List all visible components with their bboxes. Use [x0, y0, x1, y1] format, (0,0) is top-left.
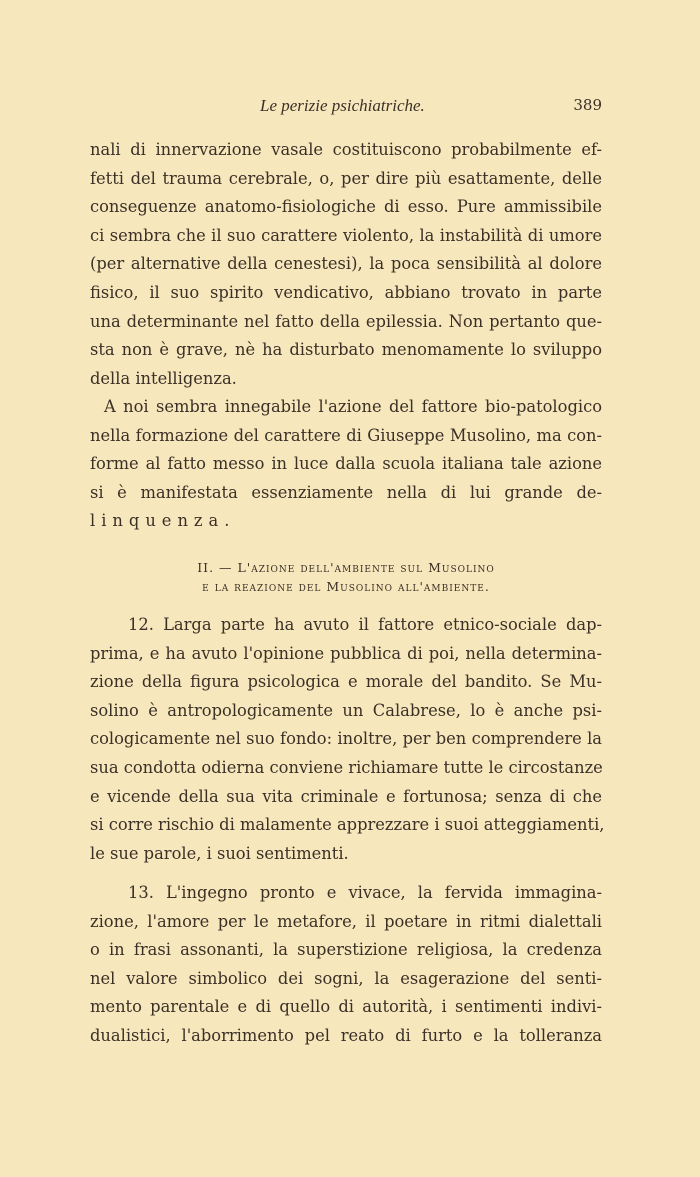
heading-line: e la reazione del Musolino all'ambiente. [202, 579, 490, 594]
text-line: solino è antropologicamente un Calabrese, lo è anche psi- [90, 700, 602, 720]
text-line: una determinante nel fatto della epilessia. Non pertanto que- [90, 311, 602, 331]
text-line: fetti del trauma cerebrale, o, per dire più esattamente, delle [90, 168, 602, 188]
text-line: nella formazione del carattere di Giuseppe Musolino, ma con- [90, 425, 602, 445]
text-line: nel valore simbolico dei sogni, la esagerazione del senti- [90, 968, 602, 988]
text-line: della intelligenza. [90, 368, 237, 388]
text-line: zione della figura psicologica e morale del bandito. Se Mu- [90, 672, 602, 692]
text-line: sua condotta odierna conviene richiamare tutte le circostanze [90, 757, 603, 777]
text-line: cologicamente nel suo fondo: inoltre, per ben comprendere la [90, 729, 602, 749]
paragraph-1 [90, 136, 602, 393]
text-line: nali di innervazione vasale costituiscono probabilmente ef- [90, 140, 602, 159]
text-line: 13. L'ingegno pronto e vivace, la fervida immagina- [128, 883, 602, 902]
text-line: si è manifestata essenziamente nella di lui grande de- [90, 482, 602, 502]
text-line: A noi sembra innegabile l'azione del fattore bio-patologico [104, 397, 602, 416]
text-line: o in frasi assonanti, la superstizione religiosa, la credenza [90, 940, 602, 960]
text-line: si corre rischio di malamente apprezzare i suoi atteggiamenti, [90, 815, 605, 835]
text-line: le sue parole, i suoi sentimenti. [90, 843, 349, 863]
text-line: (per alternative della cenestesi), la poca sensibilità al dolore [90, 254, 602, 274]
text-line: fisico, il suo spirito vendicativo, abbiano trovato in parte [90, 282, 602, 302]
text-line: zione, l'amore per le metafore, il poetare in ritmi dialettali [90, 911, 602, 931]
text-line: ci sembra che il suo carattere violento, la instabilità di umore [90, 225, 602, 245]
text-line: conseguenze anatomo-fisiologiche di esso. Pure ammissibile [90, 197, 602, 217]
text-line: e vicende della sua vita criminale e fortunosa; senza di che [90, 786, 602, 806]
text-line: dualistici, l'aborrimento pel reato di furto e la tolleranza [90, 1025, 602, 1045]
running-title: Le perizie psichiatriche. [260, 96, 425, 115]
running-header [90, 96, 602, 120]
text-line: forme al fatto messo in luce dalla scuola italiana tale azione [90, 454, 602, 474]
text-line: linquenza. [90, 511, 236, 531]
heading-line: II. — L'azione dell'ambiente sul Musolino [197, 560, 495, 575]
page-number: 389 [573, 96, 602, 114]
text-line: sta non è grave, nè ha disturbato menomamente lo sviluppo [90, 340, 602, 360]
paragraph-4 [90, 879, 602, 1051]
text-line: prima, e ha avuto l'opinione pubblica di poi, nella determina- [90, 643, 602, 663]
paragraph-3 [90, 611, 605, 868]
section-heading [90, 558, 602, 596]
text-line: 12. Larga parte ha avuto il fattore etnico-sociale dap- [128, 615, 602, 634]
paragraph-2 [90, 393, 602, 536]
text-line: mento parentale e di quello di autorità, i sentimenti indivi- [90, 997, 602, 1017]
